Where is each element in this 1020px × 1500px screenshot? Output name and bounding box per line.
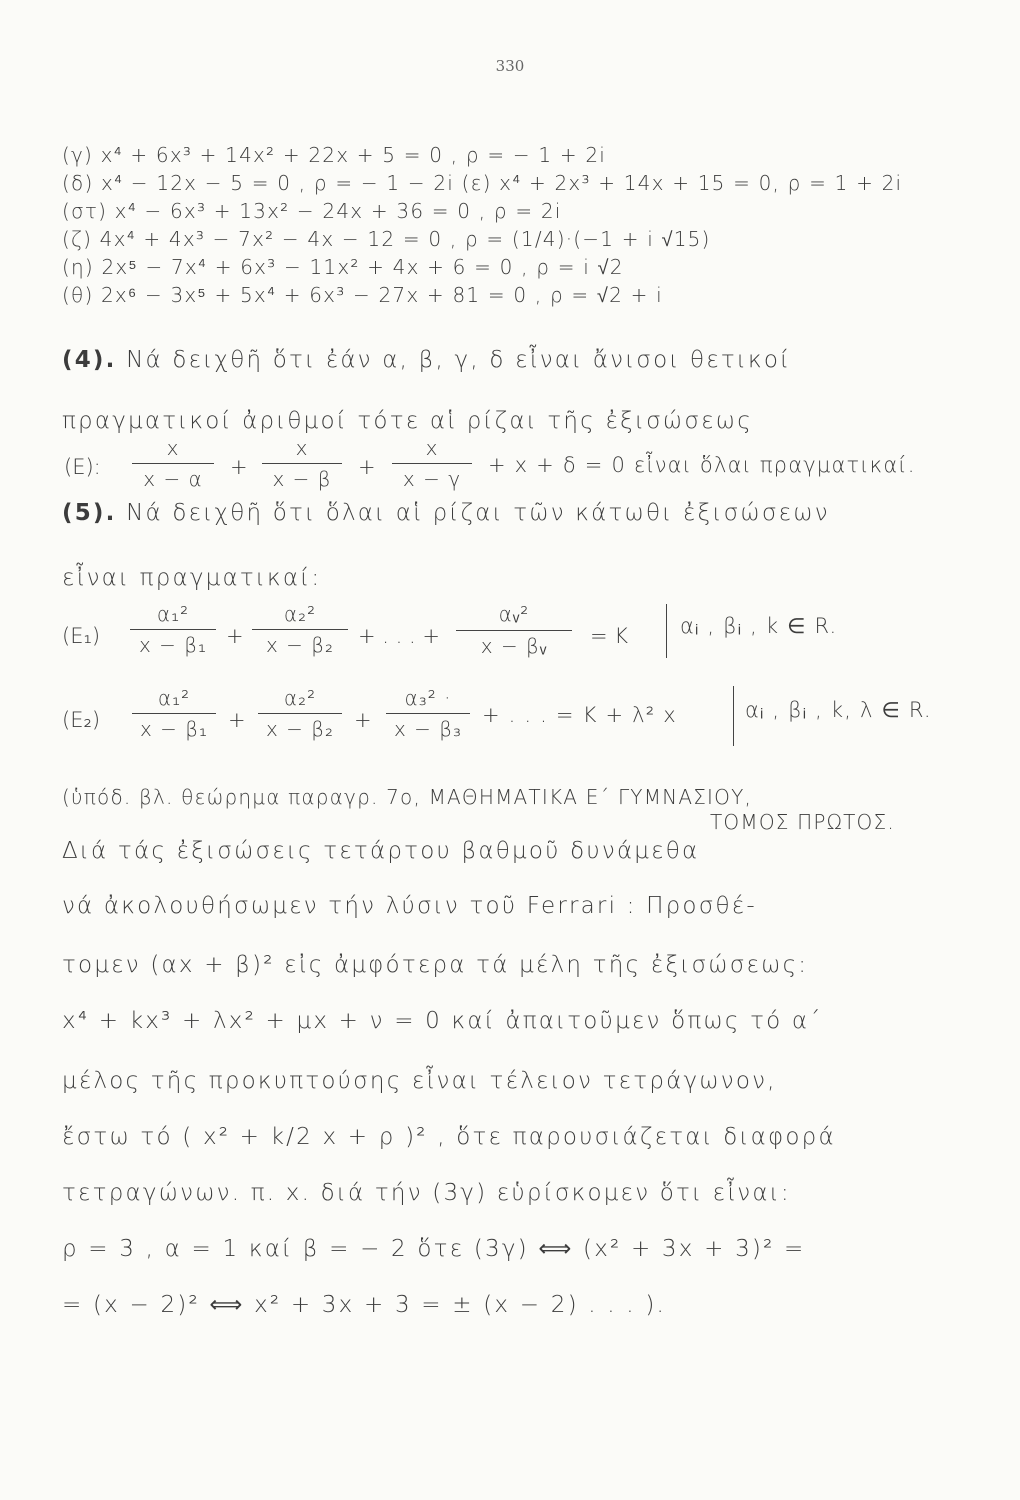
equation-gamma: (γ) x⁴ + 6x³ + 14x² + 22x + 5 = 0 , ρ = − 1 + 2i [62, 143, 607, 167]
problem-5-text-1: Νά δειχθῆ ὅτι ὅλαι αἱ ρίζαι τῶν κάτωθι ἐξισώσεων [126, 500, 830, 526]
fraction-numerator: α₂² [283, 602, 317, 626]
hint-line-11: = (x − 2)² ⟺ x² + 3x + 3 = ± (x − 2) . . . ). [62, 1292, 667, 1318]
fraction-denominator: x − β₁ [139, 717, 209, 741]
hint-line-3: Διά τάς ἐξισώσεις τετάρτου βαθμοῦ δυνάμεθα [62, 838, 700, 864]
problem-4-line-1 [62, 347, 791, 373]
equation-E1-label: (Ε₁) [62, 624, 101, 648]
ellipsis-sum: + . . . + [358, 624, 440, 648]
fraction-denominator: x − α [143, 467, 203, 491]
problem-4-number: (4). [62, 347, 117, 373]
equation-eta: (η) 2x⁵ − 7x⁴ + 6x³ − 11x² + 4x + 6 = 0 , ρ = i √2 [62, 255, 624, 279]
problem-4-line-2: πραγματικοί ἀριθμοί τότε αἱ ρίζαι τῆς ἐξισώσεως [62, 408, 753, 434]
equation-zeta: (ζ) 4x⁴ + 4x³ − 7x² − 4x − 12 = 0 , ρ = (1/4)·(−1 + i √15) [62, 227, 711, 251]
hint-line-8: ἔστω τό ( x² + k/2 x + ρ )² , ὅτε παρουσιάζεται διαφορά [62, 1124, 836, 1150]
fraction-denominator: x − β₃ [393, 717, 463, 741]
fraction-denominator: x − βᵥ [480, 634, 548, 658]
problem-5-line-1 [62, 500, 830, 526]
fraction-denominator: x − β₁ [138, 633, 208, 657]
hint-line-5: τομεν (αx + β)² εἰς ἀμφότερα τά μέλη τῆς ἐξισώσεως: [62, 952, 809, 978]
condition-divider [733, 686, 734, 746]
equation-theta: (θ) 2x⁶ − 3x⁵ + 5x⁴ + 6x³ − 27x + 81 = 0 , ρ = √2 + i [62, 283, 663, 307]
fraction-numerator: α₃² · [404, 686, 452, 710]
equation-E2-condition: αᵢ , βᵢ , k, λ ∈ R. [745, 698, 932, 722]
equation-E2-label: (Ε₂) [62, 708, 101, 732]
equation-E-tail: + x + δ = 0 εἶναι ὅλαι πραγματικαί. [488, 453, 916, 477]
fraction-a2-over-x-minus-b2 [258, 686, 342, 741]
hint-line-2: ΤΟΜΟΣ ΠΡΩΤΟΣ. [710, 810, 895, 834]
fraction-denominator: x − β [272, 467, 332, 491]
equation-E2-rhs: + . . . = K + λ² x [482, 703, 677, 727]
plus-sign: + [226, 624, 244, 648]
problem-5-number: (5). [62, 500, 117, 526]
plus-sign: + [354, 708, 372, 732]
fraction-a1-over-x-minus-b1 [130, 602, 216, 657]
fraction-a3-over-x-minus-b3 [386, 686, 470, 741]
fraction-x-over-x-minus-a [132, 436, 214, 491]
plus-sign: + [228, 708, 246, 732]
fraction-numerator: α₁² [157, 686, 191, 710]
fraction-numerator: α₂² [283, 686, 317, 710]
problem-4-text-1: Νά δειχθῆ ὅτι ἐάν α, β, γ, δ εἶναι ἄνισοι θετικοί [126, 347, 792, 373]
hint-line-1: (ὑπόδ. βλ. θεώρημα παραγρ. 7ο, ΜΑΘΗΜΑΤΙΚΑ Ε΄ ΓΥΜΝΑΣΙΟΥ, [62, 785, 753, 809]
fraction-x-over-x-minus-b [262, 436, 342, 491]
hint-line-10: ρ = 3 , α = 1 καί β = − 2 ὅτε (3γ) ⟺ (x² + 3x + 3)² = [62, 1236, 806, 1262]
hint-line-4: νά ἀκολουθήσωμεν τήν λύσιν τοῦ Ferrari : Προσθέ- [62, 893, 757, 919]
fraction-a1-over-x-minus-b1 [132, 686, 216, 741]
equation-E1-condition: αᵢ , βᵢ , k ∈ R. [680, 614, 838, 638]
hint-line-6: x⁴ + kx³ + λx² + μx + ν = 0 καί ἀπαιτοῦμεν ὅπως τό α΄ [62, 1008, 823, 1034]
fraction-x-over-x-minus-g [392, 436, 472, 491]
fraction-numerator: x [295, 436, 309, 460]
plus-sign: + [230, 455, 248, 479]
hint-line-9: τετραγώνων. π. x. διά τήν (3γ) εὑρίσκομεν ὅτι εἶναι: [62, 1180, 791, 1206]
equation-delta-epsilon: (δ) x⁴ − 12x − 5 = 0 , ρ = − 1 − 2i (ε) x⁴ + 2x³ + 14x + 15 = 0, ρ = 1 + 2i [62, 171, 903, 195]
fraction-av-over-x-minus-bv [456, 602, 572, 659]
fraction-denominator: x − β₂ [265, 717, 335, 741]
condition-divider [666, 604, 667, 658]
fraction-a2-over-x-minus-b2 [252, 602, 348, 657]
problem-5-line-2: εἶναι πραγματικαί: [62, 565, 322, 591]
hint-line-7: μέλος τῆς προκυπτούσης εἶναι τέλειον τετράγωνον, [62, 1068, 777, 1094]
equation-E1-rhs: = K [590, 624, 629, 648]
fraction-numerator: x [425, 436, 439, 460]
fraction-numerator: x [166, 436, 180, 460]
fraction-denominator: x − β₂ [265, 633, 335, 657]
fraction-numerator: α₁² [156, 602, 190, 626]
fraction-denominator: x − γ [402, 467, 462, 491]
plus-sign: + [358, 455, 376, 479]
fraction-numerator: αᵥ² [498, 602, 530, 626]
equation-E-label: (Ε): [64, 455, 101, 479]
equation-stigma: (στ) x⁴ − 6x³ + 13x² − 24x + 36 = 0 , ρ = 2i [62, 199, 562, 223]
page-number: 330 [495, 57, 525, 75]
